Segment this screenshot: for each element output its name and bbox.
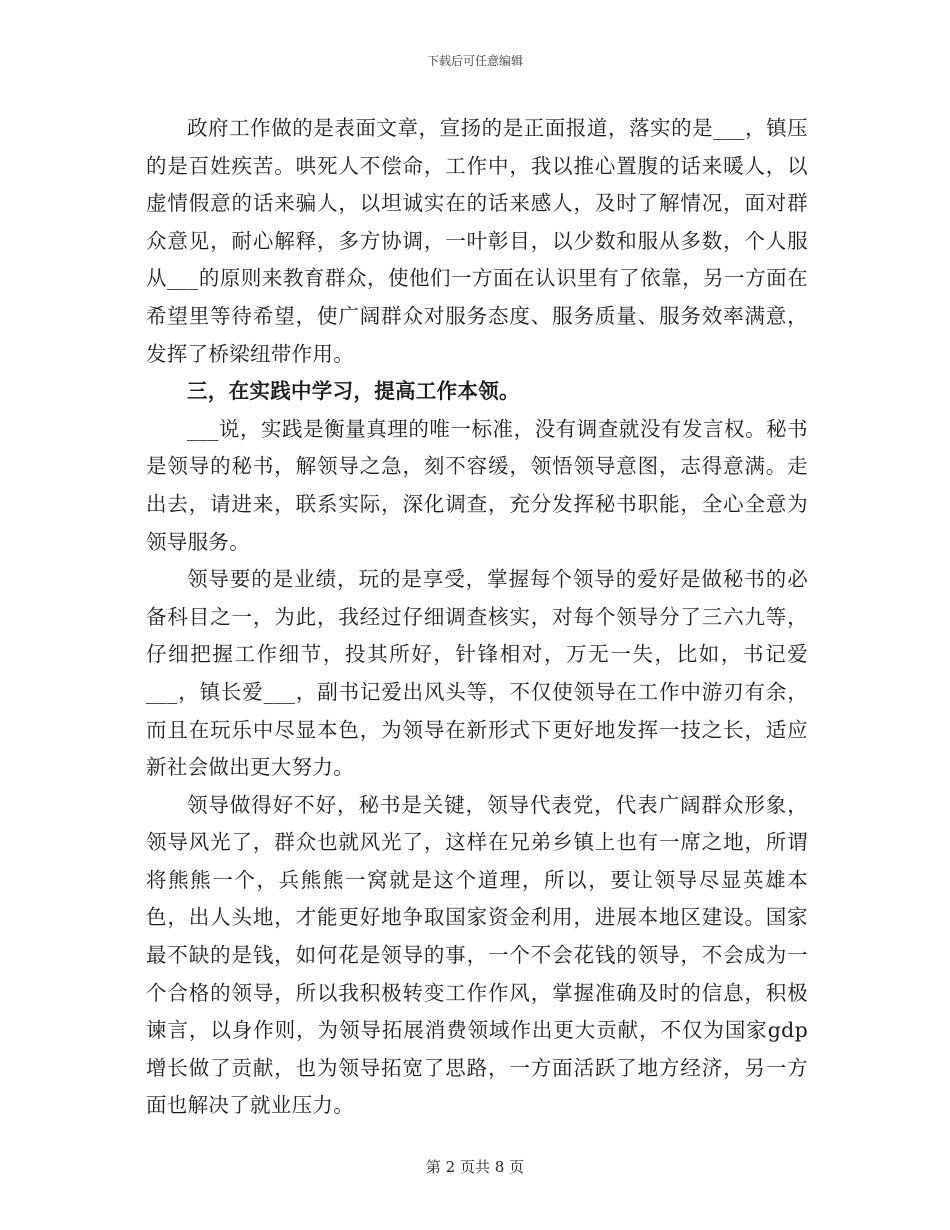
page-header: 下载后可任意编辑	[426, 54, 523, 68]
paragraph-government-work: 政府工作做的是表面文章，宣扬的是正面报道，落实的是___，镇压的是百姓疾苦。哄死人不偿命，工作中，我以推心置腹的话来暖人，以虚情假意的话来骗人，以坦诚实在的话来感人，及时了解情况，面对群众意见，耐心解释，多方协调，一叶彰目，以少数和服从多数，个人服从___的原则来教育群众，使他们一方面在认识里有了依靠，另一方面在希望里等待希望，使广阔群众对服务态度、服务质量、服务效率满意，发挥了桥梁纽带作用。	[146, 116, 808, 366]
document-body	[146, 110, 808, 1125]
paragraph-secretary-role: 领导做得好不好，秘书是关键，领导代表党，代表广阔群众形象，领导风光了，群众也就风光了，这样在兄弟乡镇上也有一席之地，所谓将熊熊一个，兵熊熊一窝就是这个道理，所以，要让领导尽显英雄本色，出人头地，才能更好地争取国家资金利用，进展本地区建设。国家最不缺的是钱，如何花是领导的事，一个不会花钱的领导，不会成为一个合格的领导，所以我积极转变工作作风，掌握准确及时的信息，积极谏言，以身作则，为领导拓展消费领域作出更大贡献，不仅为国家gdp增长做了贡献，也为领导拓宽了思路，一方面活跃了地方经济，另一方面也解决了就业压力。	[146, 792, 808, 1118]
paragraph-leader-hobbies: 领导要的是业绩，玩的是享受，掌握每个领导的爱好是做秘书的必备科目之一，为此，我经过仔细调查核实，对每个领导分了三六九等，仔细把握工作细节，投其所好，针锋相对，万无一失，比如，书记爱___，镇长爱___，副书记爱出风头等，不仅使领导在工作中游刃有余，而且在玩乐中尽显本色，为领导在新形式下更好地发挥一技之长，适应新社会做出更大努力。	[146, 567, 808, 780]
section-heading: 三，在实践中学习，提高工作本领。	[187, 379, 520, 404]
paragraph-practice: ___说，实践是衡量真理的唯一标准，没有调查就没有发言权。秘书是领导的秘书，解领导之急，刻不容缓，领悟领导意图，志得意满。走出去，请进来，联系实际，深化调查，充分发挥秘书职能，全心全意为领导服务。	[146, 416, 808, 554]
page-number: 第 2 页共 8 页	[425, 1158, 525, 1176]
